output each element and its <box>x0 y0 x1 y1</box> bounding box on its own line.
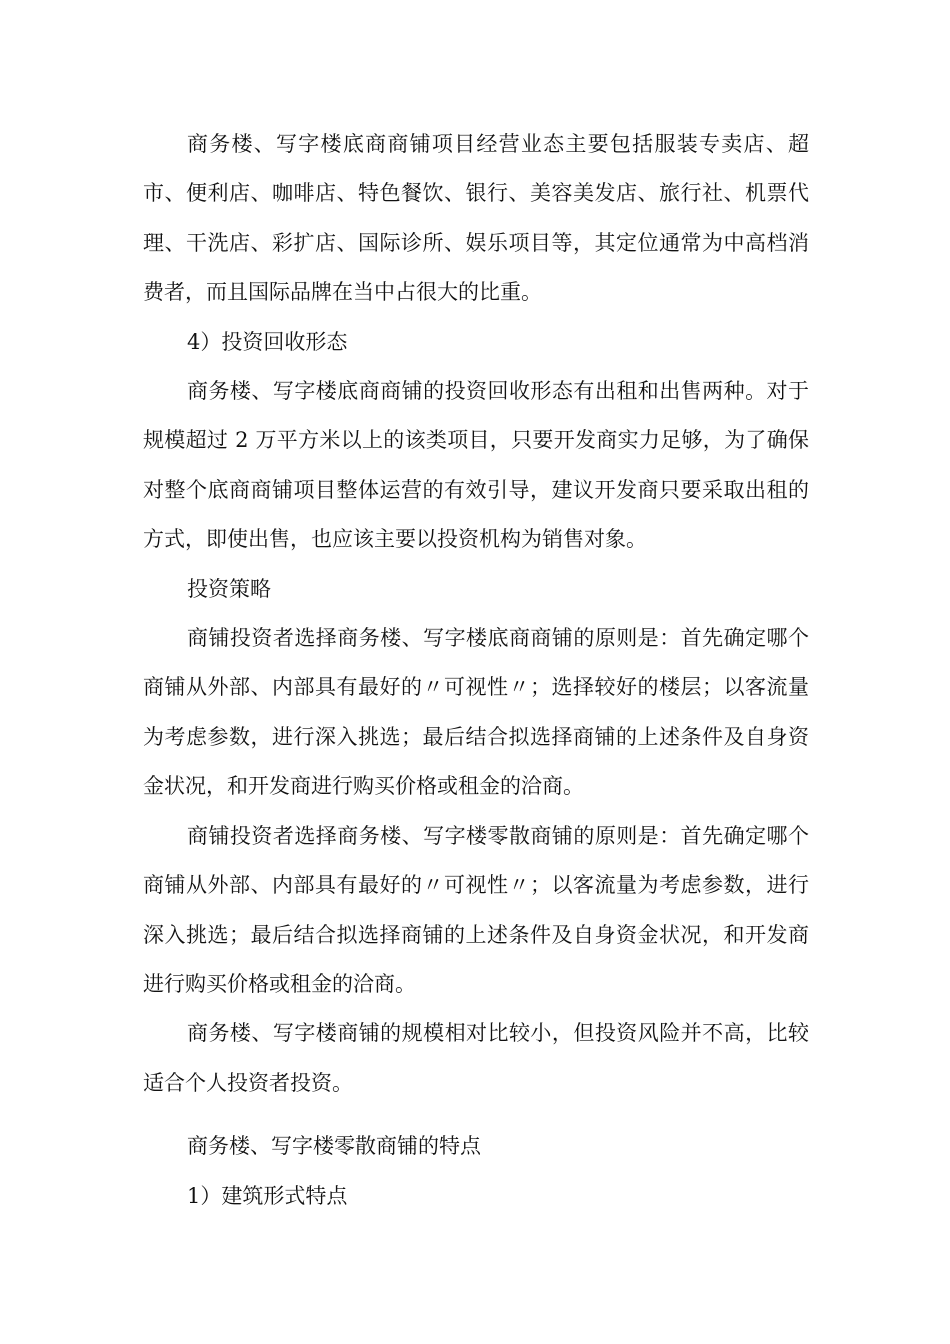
heading-building-form: 1）建筑形式特点 <box>187 1183 348 1208</box>
paragraph-tenant-types: 商务楼、写字楼底商商铺项目经营业态主要包括服装专卖店、超市、便利店、咖啡店、特色餐饮、银行、美容美发店、旅行社、机票代理、干洗店、彩扩店、国际诊所、娱乐项目等，其定位通常为中高档消费者，而且国际品牌在当中占很大的比重。 <box>143 132 809 305</box>
heading-investment-recovery: 4）投资回收形态 <box>187 329 348 354</box>
document-body <box>143 120 809 1221</box>
heading-investment-strategy: 投资策略 <box>187 576 271 601</box>
paragraph-investment-recovery: 商务楼、写字楼底商商铺的投资回收形态有出租和出售两种。对于规模超过 2 万平方米以上的该类项目，只要开发商实力足够，为了确保对整个底商商铺项目整体运营的有效引导，建议开发商只要采取出租的方式，即使出售，也应该主要以投资机构为销售对象。 <box>143 379 809 552</box>
paragraph-strategy-ground-floor: 商铺投资者选择商务楼、写字楼底商商铺的原则是：首先确定哪个商铺从外部、内部具有最好的〃可视性〃；选择较好的楼层；以客流量为考虑参数，进行深入挑选；最后结合拟选择商铺的上述条件及自身资金状况，和开发商进行购买价格或租金的洽商。 <box>143 626 809 799</box>
paragraph-scale-risk: 商务楼、写字楼商铺的规模相对比较小，但投资风险并不高，比较适合个人投资者投资。 <box>143 1021 809 1095</box>
heading-scattered-features: 商务楼、写字楼零散商铺的特点 <box>187 1134 481 1159</box>
paragraph-strategy-scattered: 商铺投资者选择商务楼、写字楼零散商铺的原则是：首先确定哪个商铺从外部、内部具有最好的〃可视性〃；以客流量为考虑参数，进行深入挑选；最后结合拟选择商铺的上述条件及自身资金状况，和开发商进行购买价格或租金的洽商。 <box>143 823 809 996</box>
